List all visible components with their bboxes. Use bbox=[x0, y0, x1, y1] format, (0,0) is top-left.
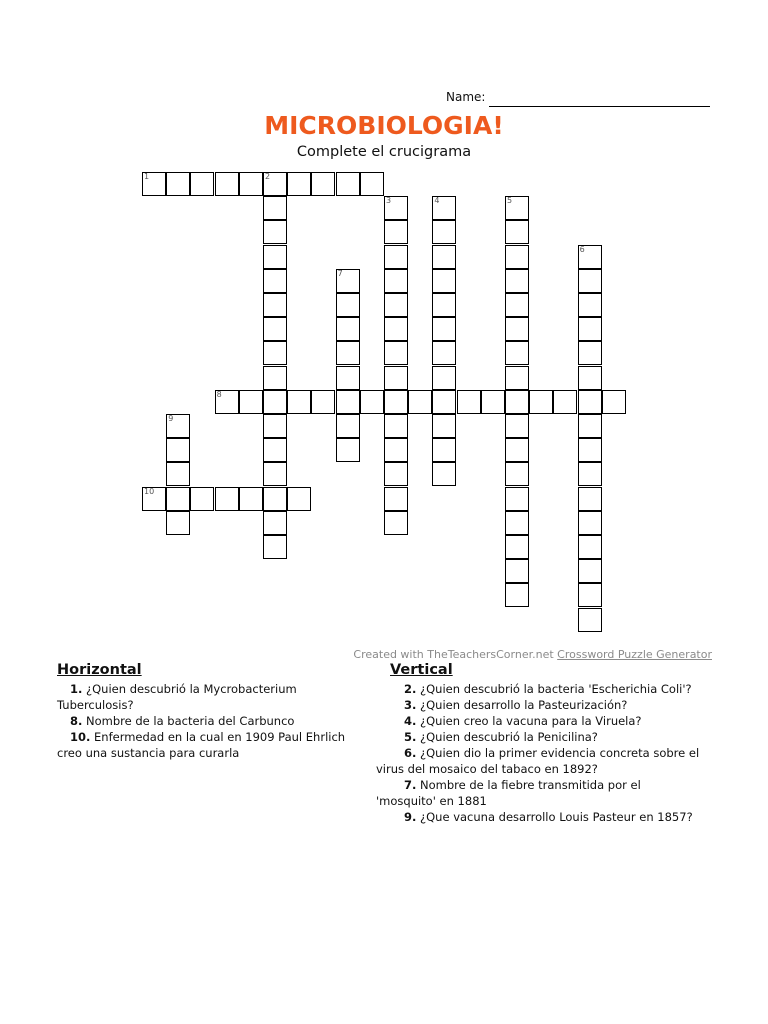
clue-item bbox=[376, 729, 721, 745]
crossword-cell[interactable] bbox=[384, 487, 408, 511]
clue-number: 9. bbox=[404, 810, 417, 824]
crossword-cell[interactable] bbox=[432, 438, 456, 462]
crossword-cell[interactable] bbox=[166, 438, 190, 462]
crossword-cell[interactable] bbox=[336, 293, 360, 317]
crossword-cell[interactable] bbox=[505, 487, 529, 511]
crossword-cell[interactable] bbox=[505, 535, 529, 559]
clue-item bbox=[57, 713, 357, 729]
clue-text: ¿Que vacuna desarrollo Louis Pasteur en 1857? bbox=[416, 810, 693, 824]
crossword-cell[interactable] bbox=[432, 293, 456, 317]
crossword-cell[interactable] bbox=[311, 390, 335, 414]
crossword-cell[interactable] bbox=[263, 245, 287, 269]
clue-number: 8. bbox=[70, 714, 83, 728]
crossword-cell[interactable] bbox=[360, 390, 384, 414]
crossword-cell[interactable] bbox=[432, 220, 456, 244]
crossword-cell[interactable] bbox=[263, 438, 287, 462]
crossword-cell[interactable] bbox=[311, 172, 335, 196]
crossword-cell[interactable] bbox=[336, 341, 360, 365]
crossword-cell[interactable] bbox=[505, 559, 529, 583]
crossword-cell[interactable] bbox=[505, 245, 529, 269]
crossword-cell[interactable] bbox=[384, 390, 408, 414]
crossword-cell[interactable] bbox=[384, 341, 408, 365]
crossword-cell[interactable] bbox=[215, 390, 239, 414]
cell-number: 3 bbox=[386, 196, 392, 206]
crossword-cell[interactable] bbox=[384, 293, 408, 317]
clue-item bbox=[376, 809, 721, 825]
clue-number: 3. bbox=[404, 698, 417, 712]
clue-number: 4. bbox=[404, 714, 417, 728]
crossword-cell[interactable] bbox=[263, 414, 287, 438]
crossword-cell[interactable] bbox=[263, 462, 287, 486]
cell-number: 9 bbox=[168, 414, 174, 423]
clue-number: 5. bbox=[404, 730, 417, 744]
crossword-cell[interactable] bbox=[578, 438, 602, 462]
crossword-cell[interactable] bbox=[432, 317, 456, 341]
horizontal-clues bbox=[57, 681, 357, 761]
crossword-cell[interactable] bbox=[505, 293, 529, 317]
crossword-cell[interactable] bbox=[578, 487, 602, 511]
credit-link[interactable]: Crossword Puzzle Generator bbox=[557, 648, 712, 661]
crossword-cell[interactable] bbox=[166, 172, 190, 196]
crossword-cell[interactable] bbox=[432, 414, 456, 438]
crossword-cell[interactable] bbox=[578, 414, 602, 438]
crossword-cell[interactable] bbox=[166, 414, 190, 438]
clue-number: 6. bbox=[404, 746, 417, 760]
crossword-cell[interactable] bbox=[578, 293, 602, 317]
crossword-cell[interactable] bbox=[457, 390, 481, 414]
crossword-cell[interactable] bbox=[553, 390, 577, 414]
clue-text: ¿Quien descubrió la Mycrobacterium bbox=[82, 682, 297, 696]
crossword-cell[interactable] bbox=[432, 245, 456, 269]
crossword-cell[interactable] bbox=[432, 462, 456, 486]
clue-number: 10. bbox=[70, 730, 91, 744]
crossword-cell[interactable] bbox=[505, 414, 529, 438]
page-title: MICROBIOLOGIA! bbox=[264, 111, 504, 140]
crossword-cell[interactable] bbox=[578, 390, 602, 414]
crossword-cell[interactable] bbox=[384, 196, 408, 220]
crossword-cell[interactable] bbox=[287, 172, 311, 196]
crossword-cell[interactable] bbox=[166, 511, 190, 535]
crossword-cell[interactable] bbox=[505, 269, 529, 293]
clue-item bbox=[376, 777, 721, 809]
crossword-cell[interactable] bbox=[263, 196, 287, 220]
crossword-cell[interactable] bbox=[336, 269, 360, 293]
crossword-cell[interactable] bbox=[578, 366, 602, 390]
crossword-cell[interactable] bbox=[336, 366, 360, 390]
horizontal-heading: Horizontal bbox=[57, 662, 142, 678]
crossword-cell[interactable] bbox=[384, 269, 408, 293]
crossword-cell[interactable] bbox=[505, 462, 529, 486]
crossword-cell[interactable] bbox=[481, 390, 505, 414]
clue-item bbox=[57, 729, 357, 761]
crossword-cell[interactable] bbox=[578, 583, 602, 607]
crossword-cell[interactable] bbox=[432, 341, 456, 365]
crossword-cell[interactable] bbox=[384, 317, 408, 341]
clue-item bbox=[376, 697, 721, 713]
cell-number: 5 bbox=[507, 196, 513, 206]
clue-text-continued: virus del mosaico del tabaco en 1892? bbox=[376, 762, 598, 776]
crossword-cell[interactable] bbox=[287, 487, 311, 511]
crossword-cell[interactable] bbox=[578, 341, 602, 365]
crossword-cell[interactable] bbox=[263, 366, 287, 390]
vertical-clues bbox=[376, 681, 721, 825]
crossword-cell[interactable] bbox=[505, 341, 529, 365]
crossword-cell[interactable] bbox=[432, 366, 456, 390]
cell-number: 10 bbox=[144, 486, 155, 496]
crossword-cell[interactable] bbox=[408, 390, 432, 414]
clue-text: ¿Quien desarrollo la Pasteurización? bbox=[416, 698, 628, 712]
crossword-cell[interactable] bbox=[432, 196, 456, 220]
cell-number: 4 bbox=[434, 196, 440, 206]
crossword-cell[interactable] bbox=[239, 390, 263, 414]
clue-number: 2. bbox=[404, 682, 417, 696]
crossword-cell[interactable] bbox=[384, 245, 408, 269]
clue-text: ¿Quien descubrió la Penicilina? bbox=[416, 730, 598, 744]
crossword-cell[interactable] bbox=[505, 438, 529, 462]
crossword-cell[interactable] bbox=[505, 317, 529, 341]
crossword-cell[interactable] bbox=[166, 487, 190, 511]
crossword-cell[interactable] bbox=[505, 196, 529, 220]
crossword-cell[interactable] bbox=[336, 317, 360, 341]
crossword-cell[interactable] bbox=[263, 293, 287, 317]
crossword-cell[interactable] bbox=[287, 390, 311, 414]
clue-text-continued: Tuberculosis? bbox=[57, 698, 134, 712]
crossword-cell[interactable] bbox=[166, 462, 190, 486]
crossword-cell[interactable] bbox=[263, 269, 287, 293]
clue-text-continued: creo una sustancia para curarla bbox=[57, 746, 240, 760]
crossword-cell[interactable] bbox=[360, 172, 384, 196]
crossword-cell[interactable] bbox=[578, 559, 602, 583]
crossword-cell[interactable] bbox=[239, 487, 263, 511]
clue-text: Nombre de la fiebre transmitida por el bbox=[416, 778, 641, 792]
crossword-cell[interactable] bbox=[263, 317, 287, 341]
crossword-cell[interactable] bbox=[336, 414, 360, 438]
clue-text: ¿Quien descubrió la bacteria 'Escherichia Coli'? bbox=[416, 682, 692, 696]
credit-line bbox=[353, 648, 712, 661]
crossword-cell[interactable] bbox=[336, 390, 360, 414]
crossword-cell[interactable] bbox=[505, 366, 529, 390]
crossword-cell[interactable] bbox=[602, 390, 626, 414]
clue-item bbox=[376, 745, 721, 777]
crossword-cell[interactable] bbox=[432, 390, 456, 414]
clue-text: Enfermedad en la cual en 1909 Paul Ehrlich bbox=[90, 730, 346, 744]
crossword-cell[interactable] bbox=[190, 487, 214, 511]
crossword-cell[interactable] bbox=[336, 172, 360, 196]
crossword-cell[interactable] bbox=[263, 220, 287, 244]
crossword-cell[interactable] bbox=[142, 487, 166, 511]
crossword-cell[interactable] bbox=[263, 511, 287, 535]
crossword-cell[interactable] bbox=[239, 172, 263, 196]
crossword-cell[interactable] bbox=[384, 438, 408, 462]
clue-text: ¿Quien creo la vacuna para la Viruela? bbox=[416, 714, 642, 728]
crossword-cell[interactable] bbox=[505, 511, 529, 535]
crossword-cell[interactable] bbox=[578, 269, 602, 293]
cell-number: 7 bbox=[337, 268, 343, 278]
crossword-cell[interactable] bbox=[263, 487, 287, 511]
cell-number: 6 bbox=[579, 244, 585, 254]
crossword-cell[interactable] bbox=[336, 438, 360, 462]
clue-item bbox=[376, 681, 721, 697]
clue-item bbox=[376, 713, 721, 729]
name-field-label: Name: bbox=[446, 90, 486, 104]
crossword-cell[interactable] bbox=[578, 535, 602, 559]
crossword-cell[interactable] bbox=[384, 220, 408, 244]
crossword-cell[interactable] bbox=[263, 535, 287, 559]
clue-text-continued: 'mosquito' en 1881 bbox=[376, 794, 487, 808]
crossword-cell[interactable] bbox=[578, 317, 602, 341]
crossword-cell[interactable] bbox=[432, 269, 456, 293]
clue-text: Nombre de la bacteria del Carbunco bbox=[82, 714, 295, 728]
crossword-cell[interactable] bbox=[505, 583, 529, 607]
vertical-heading: Vertical bbox=[390, 662, 453, 678]
cell-number: 2 bbox=[265, 172, 271, 181]
crossword-cell[interactable] bbox=[215, 172, 239, 196]
crossword-cell[interactable] bbox=[505, 390, 529, 414]
crossword-cell[interactable] bbox=[190, 172, 214, 196]
page-subtitle: Complete el crucigrama bbox=[296, 144, 472, 160]
crossword-cell[interactable] bbox=[263, 341, 287, 365]
crossword-cell[interactable] bbox=[263, 390, 287, 414]
crossword-cell[interactable] bbox=[384, 414, 408, 438]
crossword-cell[interactable] bbox=[384, 511, 408, 535]
crossword-cell[interactable] bbox=[384, 366, 408, 390]
crossword-cell[interactable] bbox=[215, 487, 239, 511]
crossword-cell[interactable] bbox=[263, 172, 287, 196]
crossword-cell[interactable] bbox=[142, 172, 166, 196]
crossword-cell[interactable] bbox=[578, 511, 602, 535]
credit-prefix: Created with TheTeachersCorner.net bbox=[353, 648, 558, 661]
clue-item bbox=[57, 681, 357, 713]
crossword-cell[interactable] bbox=[578, 608, 602, 632]
cell-number: 8 bbox=[216, 389, 222, 399]
clue-text: ¿Quien dio la primer evidencia concreta sobre el bbox=[416, 746, 700, 760]
cell-number: 1 bbox=[144, 172, 150, 181]
crossword-cell[interactable] bbox=[578, 462, 602, 486]
crossword-cell[interactable] bbox=[384, 462, 408, 486]
clue-number: 1. bbox=[70, 682, 83, 696]
crossword-cell[interactable] bbox=[578, 245, 602, 269]
crossword-cell[interactable] bbox=[505, 220, 529, 244]
crossword-cell[interactable] bbox=[529, 390, 553, 414]
clue-number: 7. bbox=[404, 778, 417, 792]
